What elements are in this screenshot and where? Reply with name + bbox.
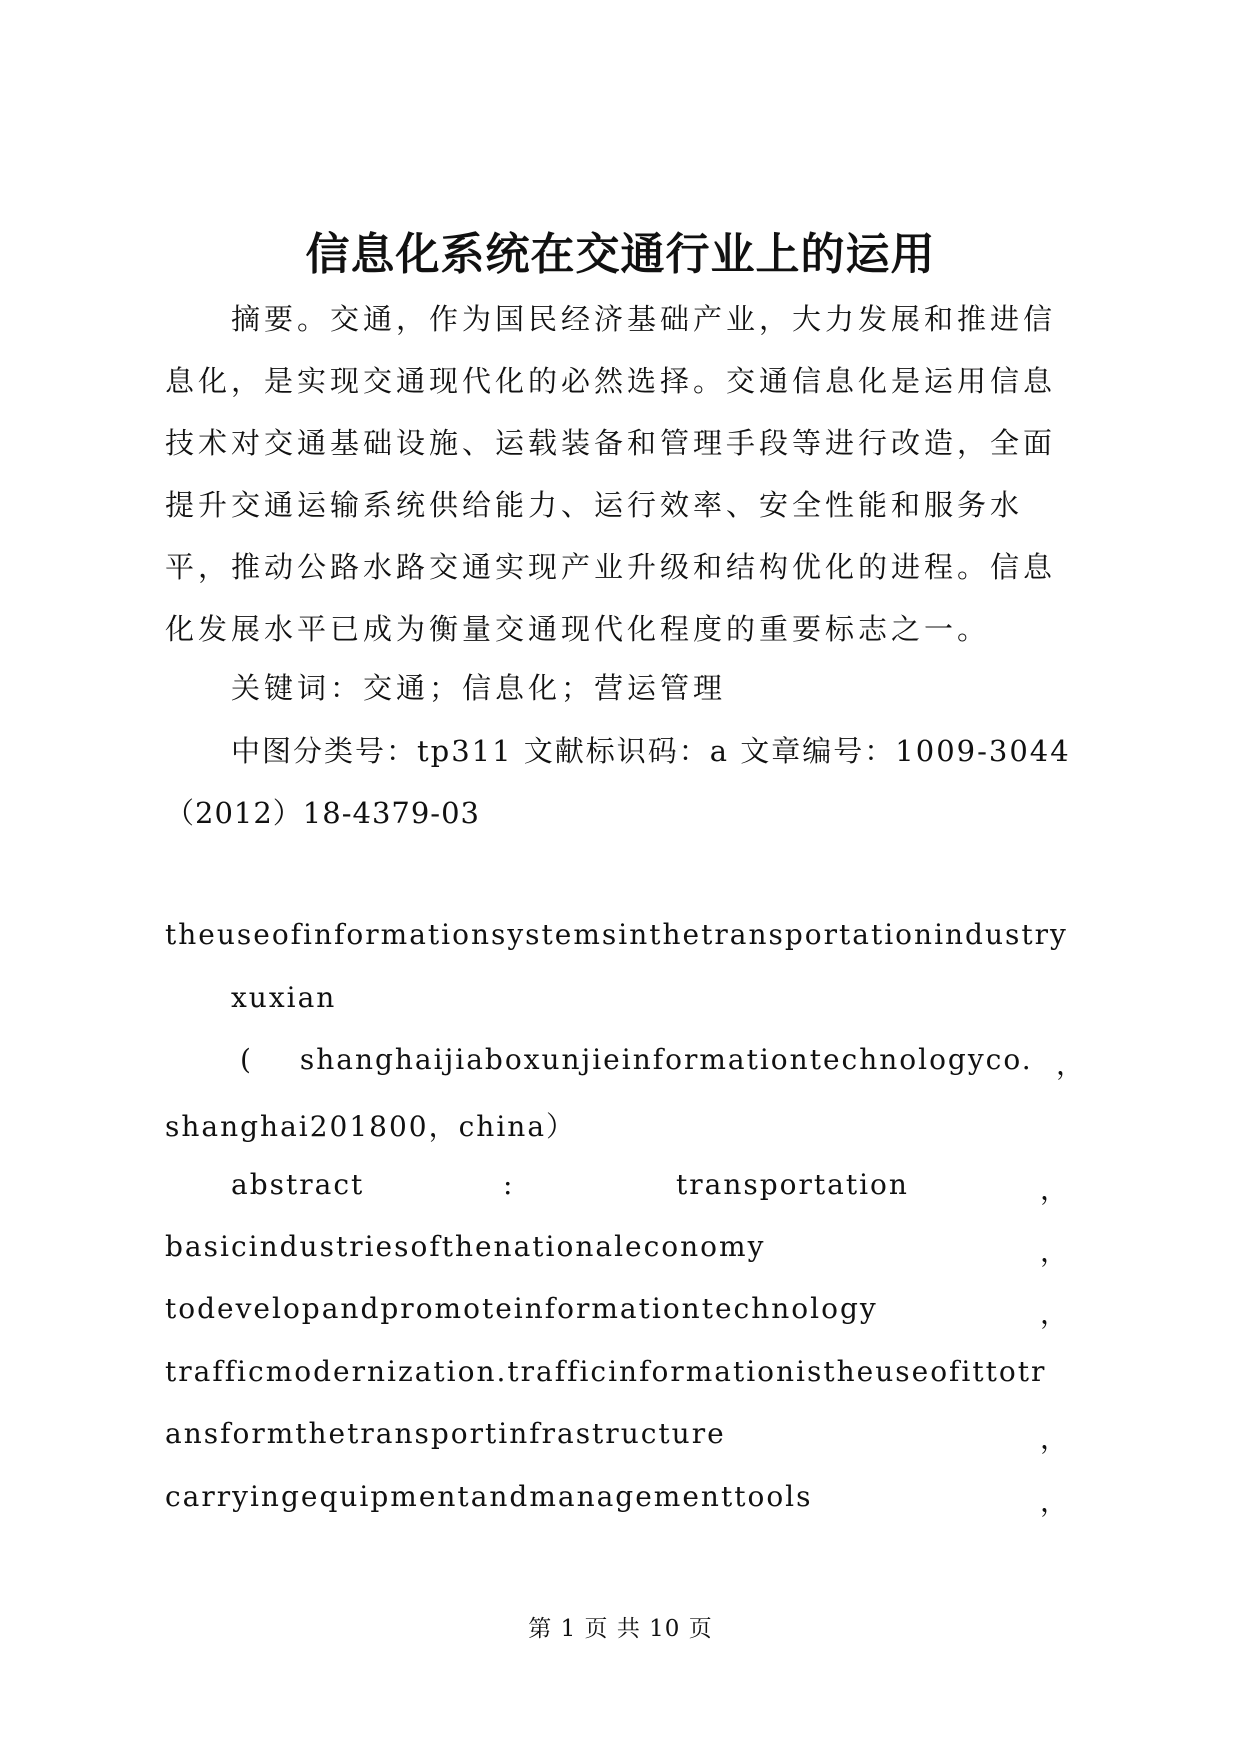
page-footer: 第 1 页 共 10 页 xyxy=(528,1616,713,1642)
english-title: theuseofinformationsystemsinthetransportationindustry xyxy=(165,918,1068,951)
abstract-line-0-end: ， xyxy=(1039,1173,1070,1206)
english-abstract-line xyxy=(165,1355,1070,1388)
abstract-line-0-text: transportation xyxy=(676,1168,909,1201)
abstract-line-end: ， xyxy=(1039,1235,1070,1268)
english-abstract-line xyxy=(165,1480,1070,1518)
abstract-line-end: ， xyxy=(1039,1297,1070,1330)
english-abstract-line xyxy=(165,1230,1070,1268)
abstract-line-text: todevelopandpromoteinformationtechnology xyxy=(165,1292,878,1325)
affiliation-comma: ， xyxy=(1056,1048,1087,1081)
english-abstract-head xyxy=(231,1168,1070,1206)
affiliation-open-paren: ( xyxy=(240,1043,253,1076)
classification-line-2: （2012）18-4379-03 xyxy=(165,796,481,830)
abstract-line-text: ansformthetransportinfrastructure xyxy=(165,1417,726,1450)
abstract-label: abstract xyxy=(231,1168,365,1201)
abstract-line-text: trafficmodernization.trafficinformationistheuseofittotr xyxy=(165,1355,1047,1388)
english-author: xuxian xyxy=(231,981,337,1014)
keywords: 关键词：交通；信息化；营运管理 xyxy=(231,671,727,705)
abstract-line-end: ， xyxy=(1039,1485,1070,1518)
abstract-line-end: ， xyxy=(1039,1422,1070,1455)
english-abstract-line xyxy=(165,1417,1070,1455)
abstract-cn xyxy=(165,288,1085,660)
abstract-cn-text: 摘要。交通，作为国民经济基础产业，大力发展和推进信息化，是实现交通现代化的必然选择。交通信息化是运用信息技术对交通基础设施、运载装备和管理手段等进行改造，全面提升交通运输系统供给能力、运行效率、安全性能和服务水平，推动公路水路交通实现产业升级和结构优化的进程。信息化发展水平已成为衡量交通现代化程度的重要标志之一。 xyxy=(165,302,1057,646)
abstract-line-text: basicindustriesofthenationaleconomy xyxy=(165,1230,766,1263)
english-affiliation-line-1 xyxy=(240,1043,1087,1081)
classification-line-1: 中图分类号：tp311 文献标识码：a 文章编号：1009-3044 xyxy=(231,734,1071,768)
abstract-line-text: carryingequipmentandmanagementtools xyxy=(165,1480,813,1513)
english-abstract-line xyxy=(165,1292,1070,1330)
abstract-colon: : xyxy=(503,1168,515,1201)
affiliation-org: shanghaijiaboxunjieinformationtechnologyco. xyxy=(299,1043,1033,1076)
document-title: 信息化系统在交通行业上的运用 xyxy=(305,229,936,280)
english-affiliation-line-2: shanghai201800，china） xyxy=(165,1110,577,1143)
